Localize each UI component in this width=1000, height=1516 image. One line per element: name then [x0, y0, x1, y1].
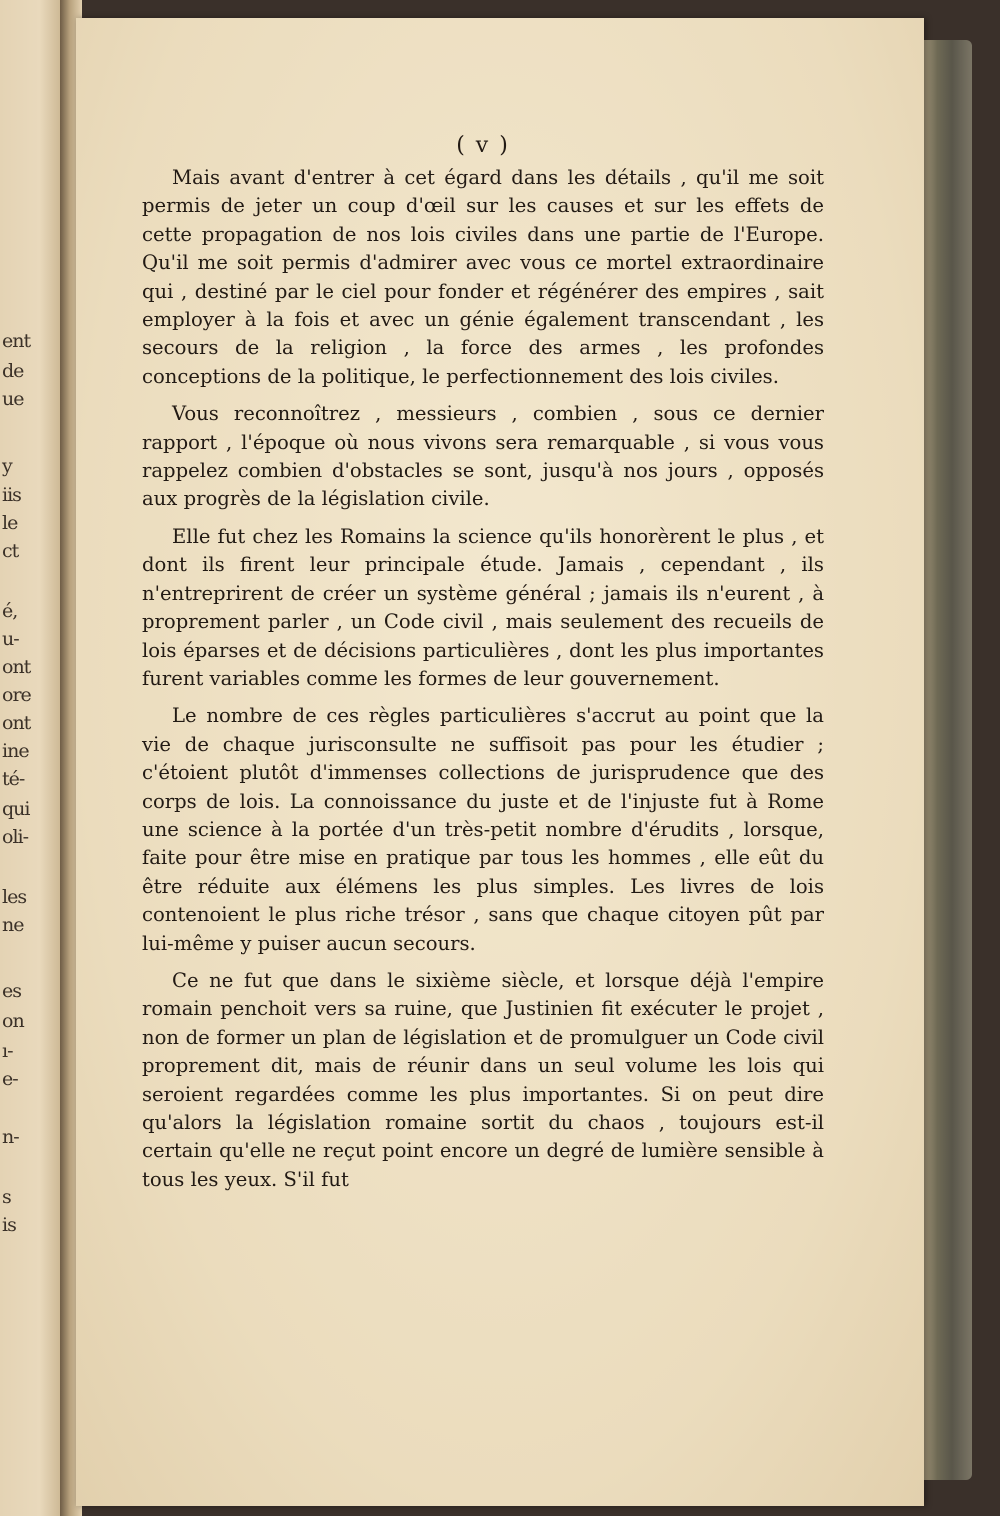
fragment: ont [2, 712, 31, 734]
fragment: ine [2, 740, 29, 762]
fragment: u- [2, 628, 19, 650]
paragraph-1: Mais avant d'entrer à cet égard dans les détails , qu'il me soit permis de jeter un coup d'œil sur les causes et sur les effets de cette propagation de nos lois civiles dans une partie de l'Europe. Qu'il me soit permis d'admirer avec vous ce mortel extraordinaire qui , destiné par le ciel pour fonder et régénérer des empires , sait employer à la fois et avec un génie également transcendant , les secours de la religion , la force des armes , les profondes conceptions de la politique, le perfectionnement des lois civiles. [142, 166, 824, 388]
fragment: n- [2, 1126, 19, 1148]
page-number: ( v ) [456, 133, 510, 158]
fragment: qui [2, 798, 30, 820]
fragment: ent [2, 330, 31, 352]
fragment: ct [2, 540, 19, 562]
fragment: s [2, 1186, 11, 1208]
fragment: y [2, 455, 12, 477]
fragment: ore [2, 684, 31, 706]
fragment: ı- [2, 1040, 13, 1062]
paragraph-5: Ce ne fut que dans le sixième siècle, et lorsque déjà l'empire romain penchoit vers sa ruine, que Justinien fit exécuter le projet , non de former un plan de législation et de promulguer un Code civil proprement dit, mais de réunir dans un seul volume les lois qui seroient regardées comme les plus importantes. Si on peut dire qu'alors la législation romaine sortit du chaos , toujours est-il certain qu'elle ne reçut point encore un degré de lumière sensible à tous les yeux. S'il fut [142, 968, 824, 1191]
fragment: ont [2, 656, 31, 678]
facing-page-text-fragments [0, 0, 66, 1516]
cover-board [922, 40, 972, 1480]
paragraph-3: Elle fut chez les Romains la science qu'ils honorèrent le plus , et dont ils firent leur principale étude. Jamais , cependant , ils n'entreprirent de créer un système général ; jamais ils n'eurent , à proprement parler , un Code civil , mais seulement des recueils de lois éparses et de décisions particulières , dont les plus importantes furent variables comme les formes de leur gouvernement. [142, 524, 824, 690]
fragment: iis [2, 484, 21, 506]
fragment: oli- [2, 826, 29, 848]
fragment: ne [2, 914, 24, 936]
fragment: té- [2, 768, 25, 790]
fragment: de [2, 360, 24, 382]
fragment: on [2, 1010, 24, 1032]
fragment: e- [2, 1068, 18, 1090]
paragraph-2: Vous reconnoîtrez , messieurs , combien , sous ce dernier rapport , l'époque où nous vivons sera remarquable , si vous vous rappelez combien d'obstacles se sont, jusqu'à nos jours , opposés aux progrès de la législation civile. [142, 402, 824, 511]
fragment: es [2, 980, 21, 1002]
fragment: é, [2, 600, 18, 622]
fragment: is [2, 1214, 16, 1236]
paragraph-4: Le nombre de ces règles particulières s'accrut au point que la vie de chaque jurisconsulte ne suffisoit pas pour les étudier ; c'étoient plutôt d'immenses collections de jurisprudence que des corps de lois. La connoissance du juste et de l'injuste fut à Rome une science à la portée d'un très-petit nombre d'érudits , lorsque, faite pour être mise en pratique par tous les hommes , elle eût du être réduite aux élémens les plus simples. Les livres de lois contenoient le plus riche trésor , sans que chaque citoyen pût par lui-même y puiser aucun secours. [142, 704, 824, 955]
fragment: le [2, 512, 18, 534]
facing-page-edge [0, 0, 66, 1516]
fragment: ue [2, 388, 24, 410]
page-text [142, 128, 824, 1203]
fragment: les [2, 886, 27, 908]
